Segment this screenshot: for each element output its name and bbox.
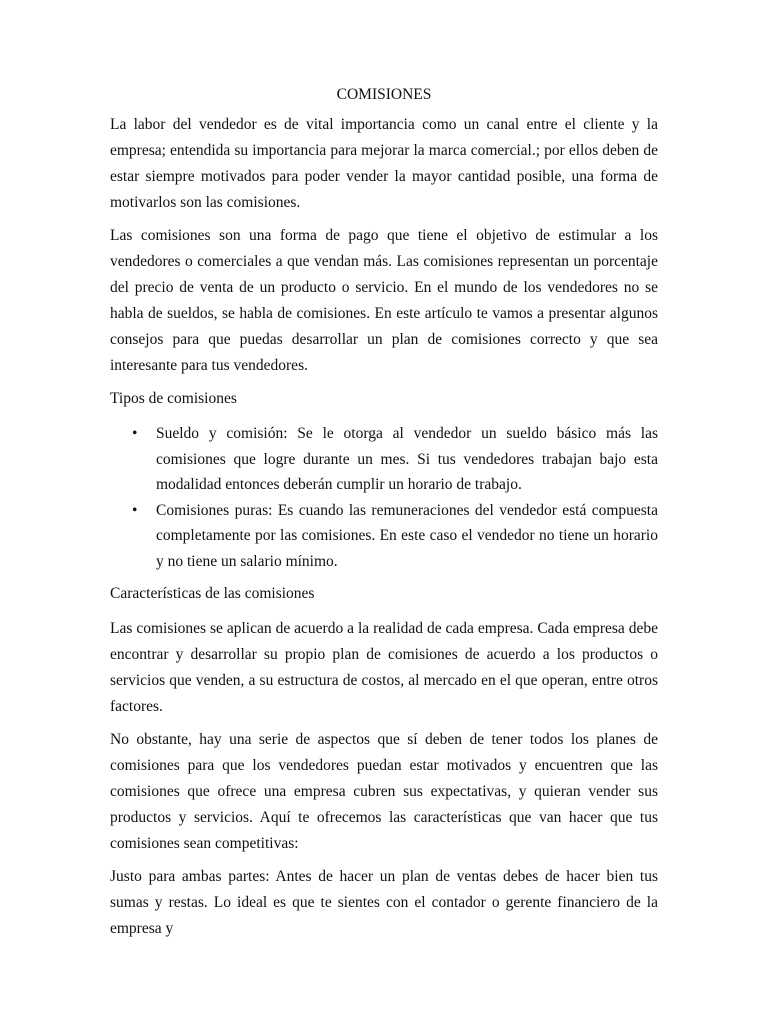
- document-title: COMISIONES: [336, 86, 432, 103]
- section-heading-types: Tipos de comisiones: [110, 390, 237, 407]
- paragraph-fair: Justo para ambas partes: Antes de hacer un plan de ventas debes de hacer bien tus sumas y restas. Lo ideal es que te sientes con el contador o gerente financiero de la empresa y: [110, 868, 658, 937]
- bullet-icon: •: [132, 501, 138, 519]
- paragraph-definition: Las comisiones son una forma de pago que tiene el objetivo de estimular a los vendedores o comerciales a que vendan más. Las comisiones representan un porcentaje del precio de venta de un producto o servicio. En el mundo de los vendedores no se habla de sueldos, se habla de comisiones. En este artículo te vamos a presentar algunos consejos para que puedas desarrollar un plan de comisiones correcto y que sea interesante para tus vendedores.: [110, 227, 658, 374]
- section-heading-characteristics: Características de las comisiones: [110, 585, 315, 602]
- list-item: [132, 421, 658, 498]
- list-item: [132, 498, 658, 575]
- types-list: [110, 421, 658, 574]
- paragraph-characteristics-1: Las comisiones se aplican de acuerdo a la realidad de cada empresa. Cada empresa debe encontrar y desarrollar su propio plan de comisiones de acuerdo a los productos o servicios que venden, a su estructura de costos, al mercado en el que operan, entre otros factores.: [110, 620, 658, 715]
- list-item-text: Comisiones puras: Es cuando las remuneraciones del vendedor está compuesta completamente por las comisiones. En este caso el vendedor no tiene un horario y no tiene un salario mínimo.: [156, 501, 658, 570]
- bullet-icon: •: [132, 425, 138, 442]
- paragraph-intro: La labor del vendedor es de vital importancia como un canal entre el cliente y la empresa; entendida su importancia para mejorar la marca comercial.; por ellos deben de estar siempre motivados para poder vender la mayor cantidad posible, una forma de motivarlos son las comisiones.: [110, 116, 658, 211]
- list-item-text: Sueldo y comisión: Se le otorga al vendedor un sueldo básico más las comisiones que logre durante un mes. Si tus vendedores trabajan bajo esta modalidad entonces deberán cumplir un horario de trabajo.: [156, 425, 658, 493]
- paragraph-characteristics-2: No obstante, hay una serie de aspectos que sí deben de tener todos los planes de comisiones para que los vendedores puedan estar motivados y encuentren que las comisiones que ofrece una empresa cubren sus expectativas, y quieran vender sus productos y servicios. Aquí te ofrecemos las características que van hacer que tus comisiones sean competitivas:: [110, 731, 658, 852]
